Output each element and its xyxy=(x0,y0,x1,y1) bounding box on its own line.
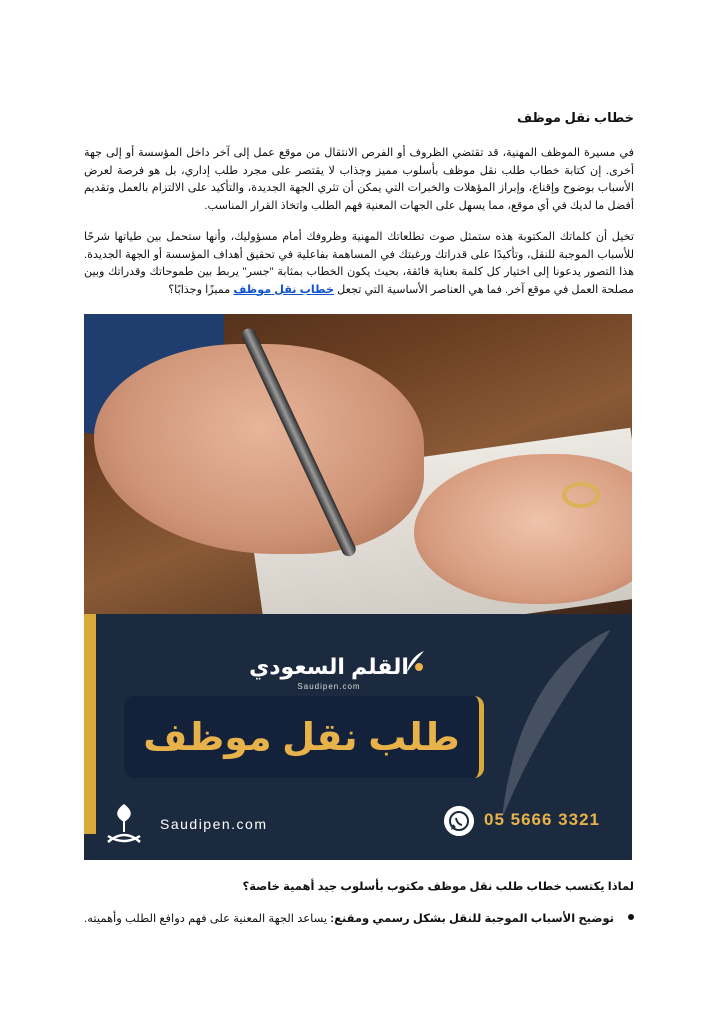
second-paragraph xyxy=(84,229,634,299)
document-title: خطاب نقل موظف xyxy=(517,110,634,125)
banner-headline: طلب نقل موظف xyxy=(143,716,460,759)
ring xyxy=(562,482,600,508)
quill-icon xyxy=(404,650,426,674)
quill-watermark-icon xyxy=(492,624,622,824)
banner-navy-panel xyxy=(84,614,632,860)
gold-accent-bar xyxy=(84,614,96,834)
list-item-body: يساعد الجهة المعنية على فهم دوافع الطلب وأهميته. xyxy=(84,913,328,925)
section-question: لماذا يكتسب خطاب طلب نقل موظف مكتوب بأسلوب جيد أهمية خاصة؟ xyxy=(242,881,634,893)
second-paragraph-text: تخيل أن كلماتك المكتوبة هذه ستمثل صوت تطلعاتك المهنية وظروفك أمام مسؤوليك، وأنها ستحمل بين طياتها شرحًا للأسباب الموجبة للنقل، وتأكيدًا على قدراتك ورغبتك في المساهمة بفاعلية في تحقيق أهداف المؤسسة أو الجهة الجديدة. هذا التصور يدعونا إلى اختيار كل كلمة بعناية فائقة، بحيث يكون الخطاب بمثابة "جسر" يربط بين طموحاتك وقدراتك وبين مصلحة العمل في موقع آخر. فما هي العناصر الأساسية التي تجعل xyxy=(84,231,634,296)
saudi-emblem-icon xyxy=(104,802,144,848)
list-item-bold: توضيح الأسباب الموجبة للنقل بشكل رسمي ومقنع: xyxy=(330,913,614,925)
second-paragraph-end: مميزًا وجذابًا؟ xyxy=(168,283,231,296)
bullet-icon xyxy=(628,914,634,920)
list-item-text xyxy=(84,911,614,925)
article-banner-image xyxy=(84,314,632,860)
banner-contact-row xyxy=(84,802,632,852)
writing-hands-photo xyxy=(84,314,632,614)
headline-box xyxy=(124,696,484,778)
whatsapp-icon xyxy=(444,806,474,836)
list-item xyxy=(74,911,634,925)
phone-number: 05 5666 3321 xyxy=(484,810,600,829)
transfer-letter-link[interactable]: خطاب نقل موظف xyxy=(233,283,335,296)
intro-paragraph: في مسيرة الموظف المهنية، قد تقتضي الظروف أو الفرص الانتقال من موقع عمل إلى آخر داخل المؤسسة أو إلى جهة أخرى. إن كتابة خطاب طلب نقل موظف بأسلوب مميز وجذاب لا يقتصر على مجرد طلب إداري، بل هو فرصة لعرض الأسباب بوضوح وإقناع، وإبراز المؤهلات والخبرات التي يمكن أن تثري الجهة الجديدة، والتأكيد على الالتزام بالعمل وتقديم أفضل ما لديك في أي موقع، مما يسهل على الجهات المعنية فهم الطلب واتخاذ القرار المناسب. xyxy=(84,147,634,212)
logo-arabic-text: القلم السعودي xyxy=(249,654,409,679)
website-text: Saudipen.com xyxy=(160,816,268,832)
logo-english-text: Saudipen.com xyxy=(297,682,361,691)
